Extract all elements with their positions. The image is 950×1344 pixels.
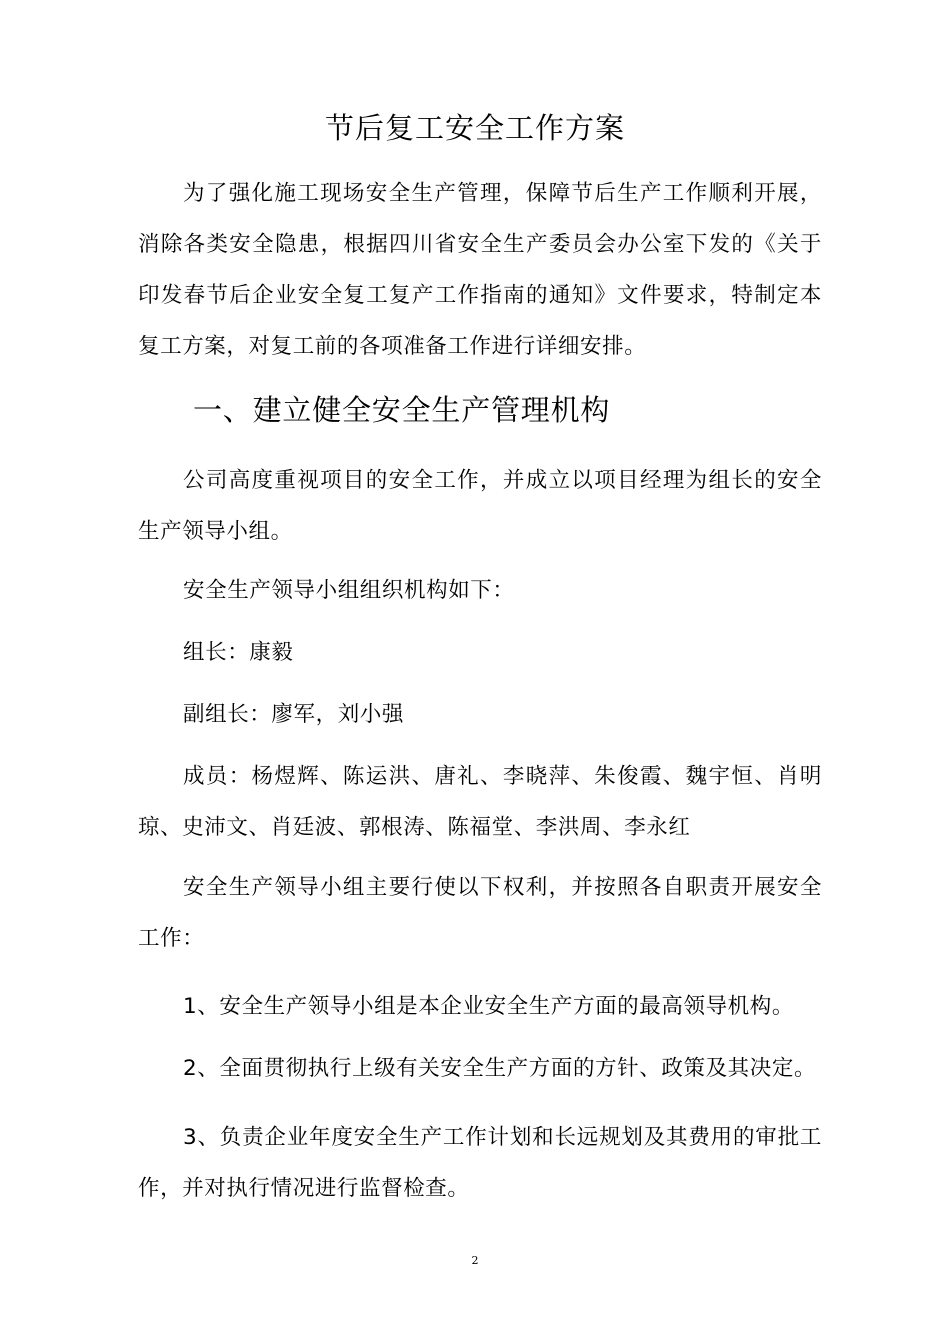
duties-paragraph: 安全生产领导小组主要行使以下权利，并按照各自职责开展安全工作： [138, 875, 822, 951]
section-heading: 一、建立健全安全生产管理机构 [193, 393, 611, 427]
list-item: 2、全面贯彻执行上级有关安全生产方面的方针、政策及其决定。 [183, 1056, 817, 1081]
document-title: 节后复工安全工作方案 [324, 111, 625, 145]
list-item: 3、负责企业年度安全生产工作计划和长远规划及其费用的审批工作，并对执行情况进行监督检查。 [138, 1125, 822, 1201]
organization-intro: 安全生产领导小组组织机构如下： [183, 578, 515, 603]
leadership-paragraph: 公司高度重视项目的安全工作，并成立以项目经理为组长的安全生产领导小组。 [138, 468, 822, 544]
list-item: 1、安全生产领导小组是本企业安全生产方面的最高领导机构。 [183, 994, 794, 1019]
leader-line: 组长：康毅 [183, 640, 294, 665]
deputy-line: 副组长：廖军，刘小强 [183, 702, 405, 727]
page-number: 2 [471, 1254, 479, 1267]
intro-paragraph: 为了强化施工现场安全生产管理，保障节后生产工作顺利开展，消除各类安全隐患，根据四川省安全生产委员会办公室下发的《关于印发春节后企业安全复工复产工作指南的通知》文件要求，特制定本复工方案，对复工前的各项准备工作进行详细安排。 [138, 181, 822, 359]
members-paragraph: 成员：杨煜辉、陈运洪、唐礼、李晓萍、朱俊霞、魏宇恒、肖明琼、史沛文、肖廷波、郭根涛、陈福堂、李洪周、李永红 [138, 764, 822, 840]
